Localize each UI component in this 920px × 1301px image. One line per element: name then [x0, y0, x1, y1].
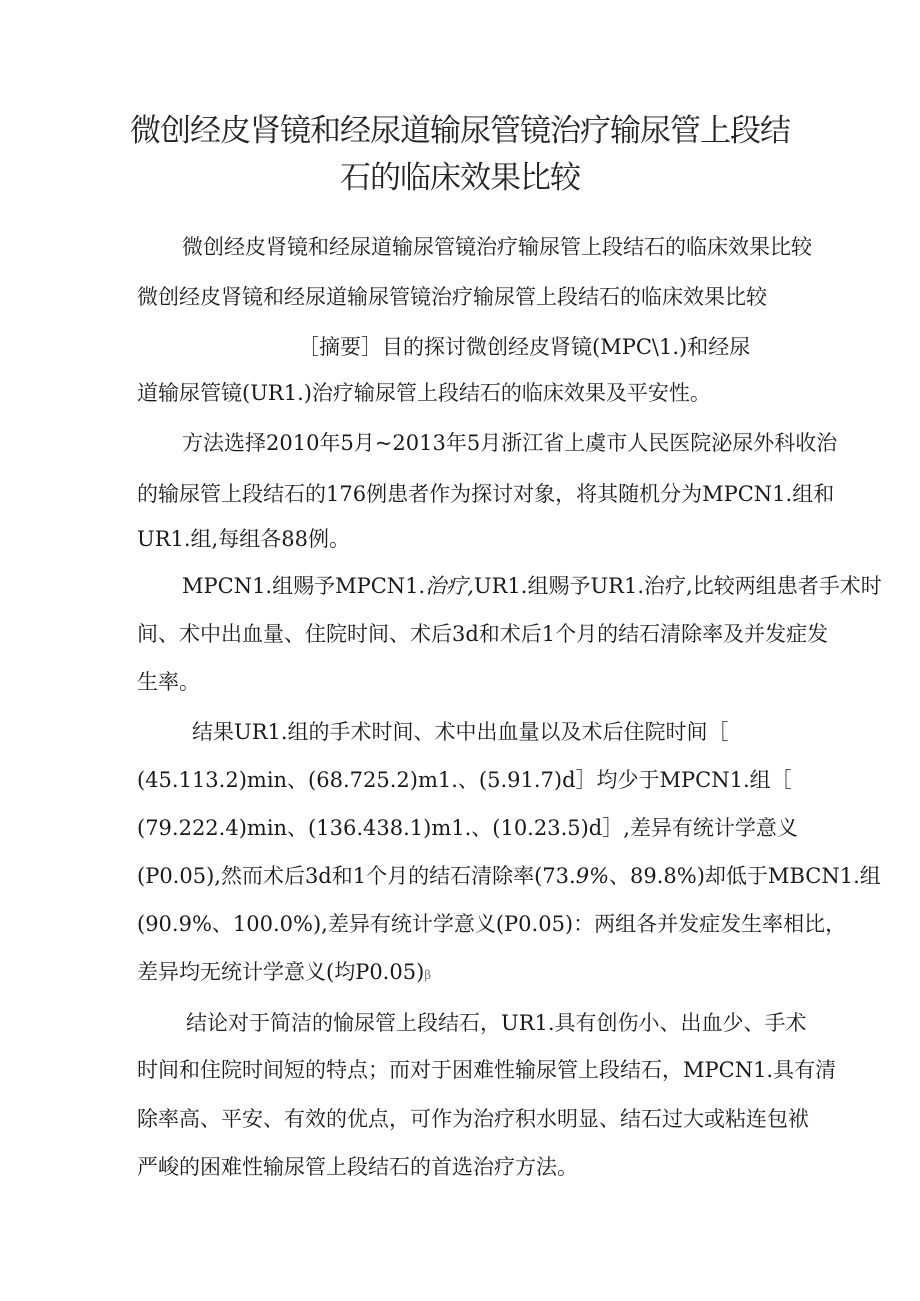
methods-line-4-part-a: MPCN1.组赐予MPCN1.: [182, 574, 426, 598]
results-line-4-part-c: 、89.8%)却低于MBCN1.组: [609, 864, 881, 888]
methods-line-3: UR1.组,每组各88例。: [137, 527, 350, 551]
results-line-4: [137, 861, 881, 891]
methods-line-4: [182, 571, 882, 601]
results-line-3: (79.222.4)min、(136.438.1)m1.、(10.23.5)d］,差异有统计学意义: [137, 816, 798, 840]
abstract-line-2: 道输尿管镜(UR1.)治疗输尿管上段结石的临床效果及平安性。: [137, 381, 711, 405]
methods-line-4-part-c: UR1.组赐予UR1.治疗,比较两组患者手术时: [473, 574, 882, 598]
results-line-2: (45.113.2)min、(68.725.2)m1.、(5.91.7)d］均少于MPCN1.组［: [137, 768, 792, 792]
conclusion-line-1: 结论对于简洁的愉尿管上段结石，UR1.具有创伤小、出血少、手术: [186, 1011, 807, 1035]
title-line-1: 微创经皮肾镜和经尿道输尿管镜治疗输尿管上段结: [130, 113, 790, 149]
page-title: [120, 108, 800, 202]
results-line-1: 结果UR1.组的手术时间、术中出血量以及术后住院时间［: [192, 720, 729, 744]
methods-line-1: 方法选择2010年5月~2013年5月浙江省上虞市人民医院泌尿外科收治: [182, 431, 838, 455]
repeat-title-line-1: 微创经皮肾镜和经尿道输尿管镜治疗输尿管上段结石的临床效果比较: [182, 235, 812, 259]
conclusion-line-3: 除率高、平安、有效的优点，可作为治疗积水明显、结石过大或粘连包袱: [137, 1107, 809, 1131]
abstract-line-1: ［摘要］目的探讨微创经皮肾镜(MPC\1.)和经尿: [298, 335, 751, 359]
methods-line-4-italic: 治疗,: [425, 574, 474, 598]
conclusion-line-2: 时间和住院时间短的特点；而对于困难性输尿管上段结石，MPCN1.具有清: [137, 1058, 837, 1082]
methods-line-5: 间、术中出血量、住院时间、术后3d和术后1个月的结石清除率及并发症发: [137, 622, 829, 646]
methods-line-6: 生率。: [137, 670, 200, 694]
results-line-6: [137, 957, 431, 990]
results-line-4-part-a: (P0.05),然而术后3d和1个月的结石清除率(73.: [137, 864, 576, 888]
results-line-4-italic: 9%: [575, 864, 610, 888]
methods-line-2: 的输尿管上段结石的176例患者作为探讨对象，将其随机分为MPCN1.组和: [137, 482, 835, 506]
repeat-title-line-2: 微创经皮肾镜和经尿道输尿管镜治疗输尿管上段结石的临床效果比较: [137, 285, 767, 309]
conclusion-line-4: 严峻的困难性输尿管上段结石的首选治疗方法。: [137, 1155, 578, 1179]
results-line-6-mark: β: [424, 968, 432, 982]
title-line-2: 石的临床效果比较: [340, 160, 580, 196]
results-line-6-text: 差异均无统计学意义(均P0.05): [137, 960, 425, 984]
results-line-5: (90.9%、100.0%),差异有统计学意义(P0.05)：两组各并发症发生率相比，: [137, 912, 847, 936]
